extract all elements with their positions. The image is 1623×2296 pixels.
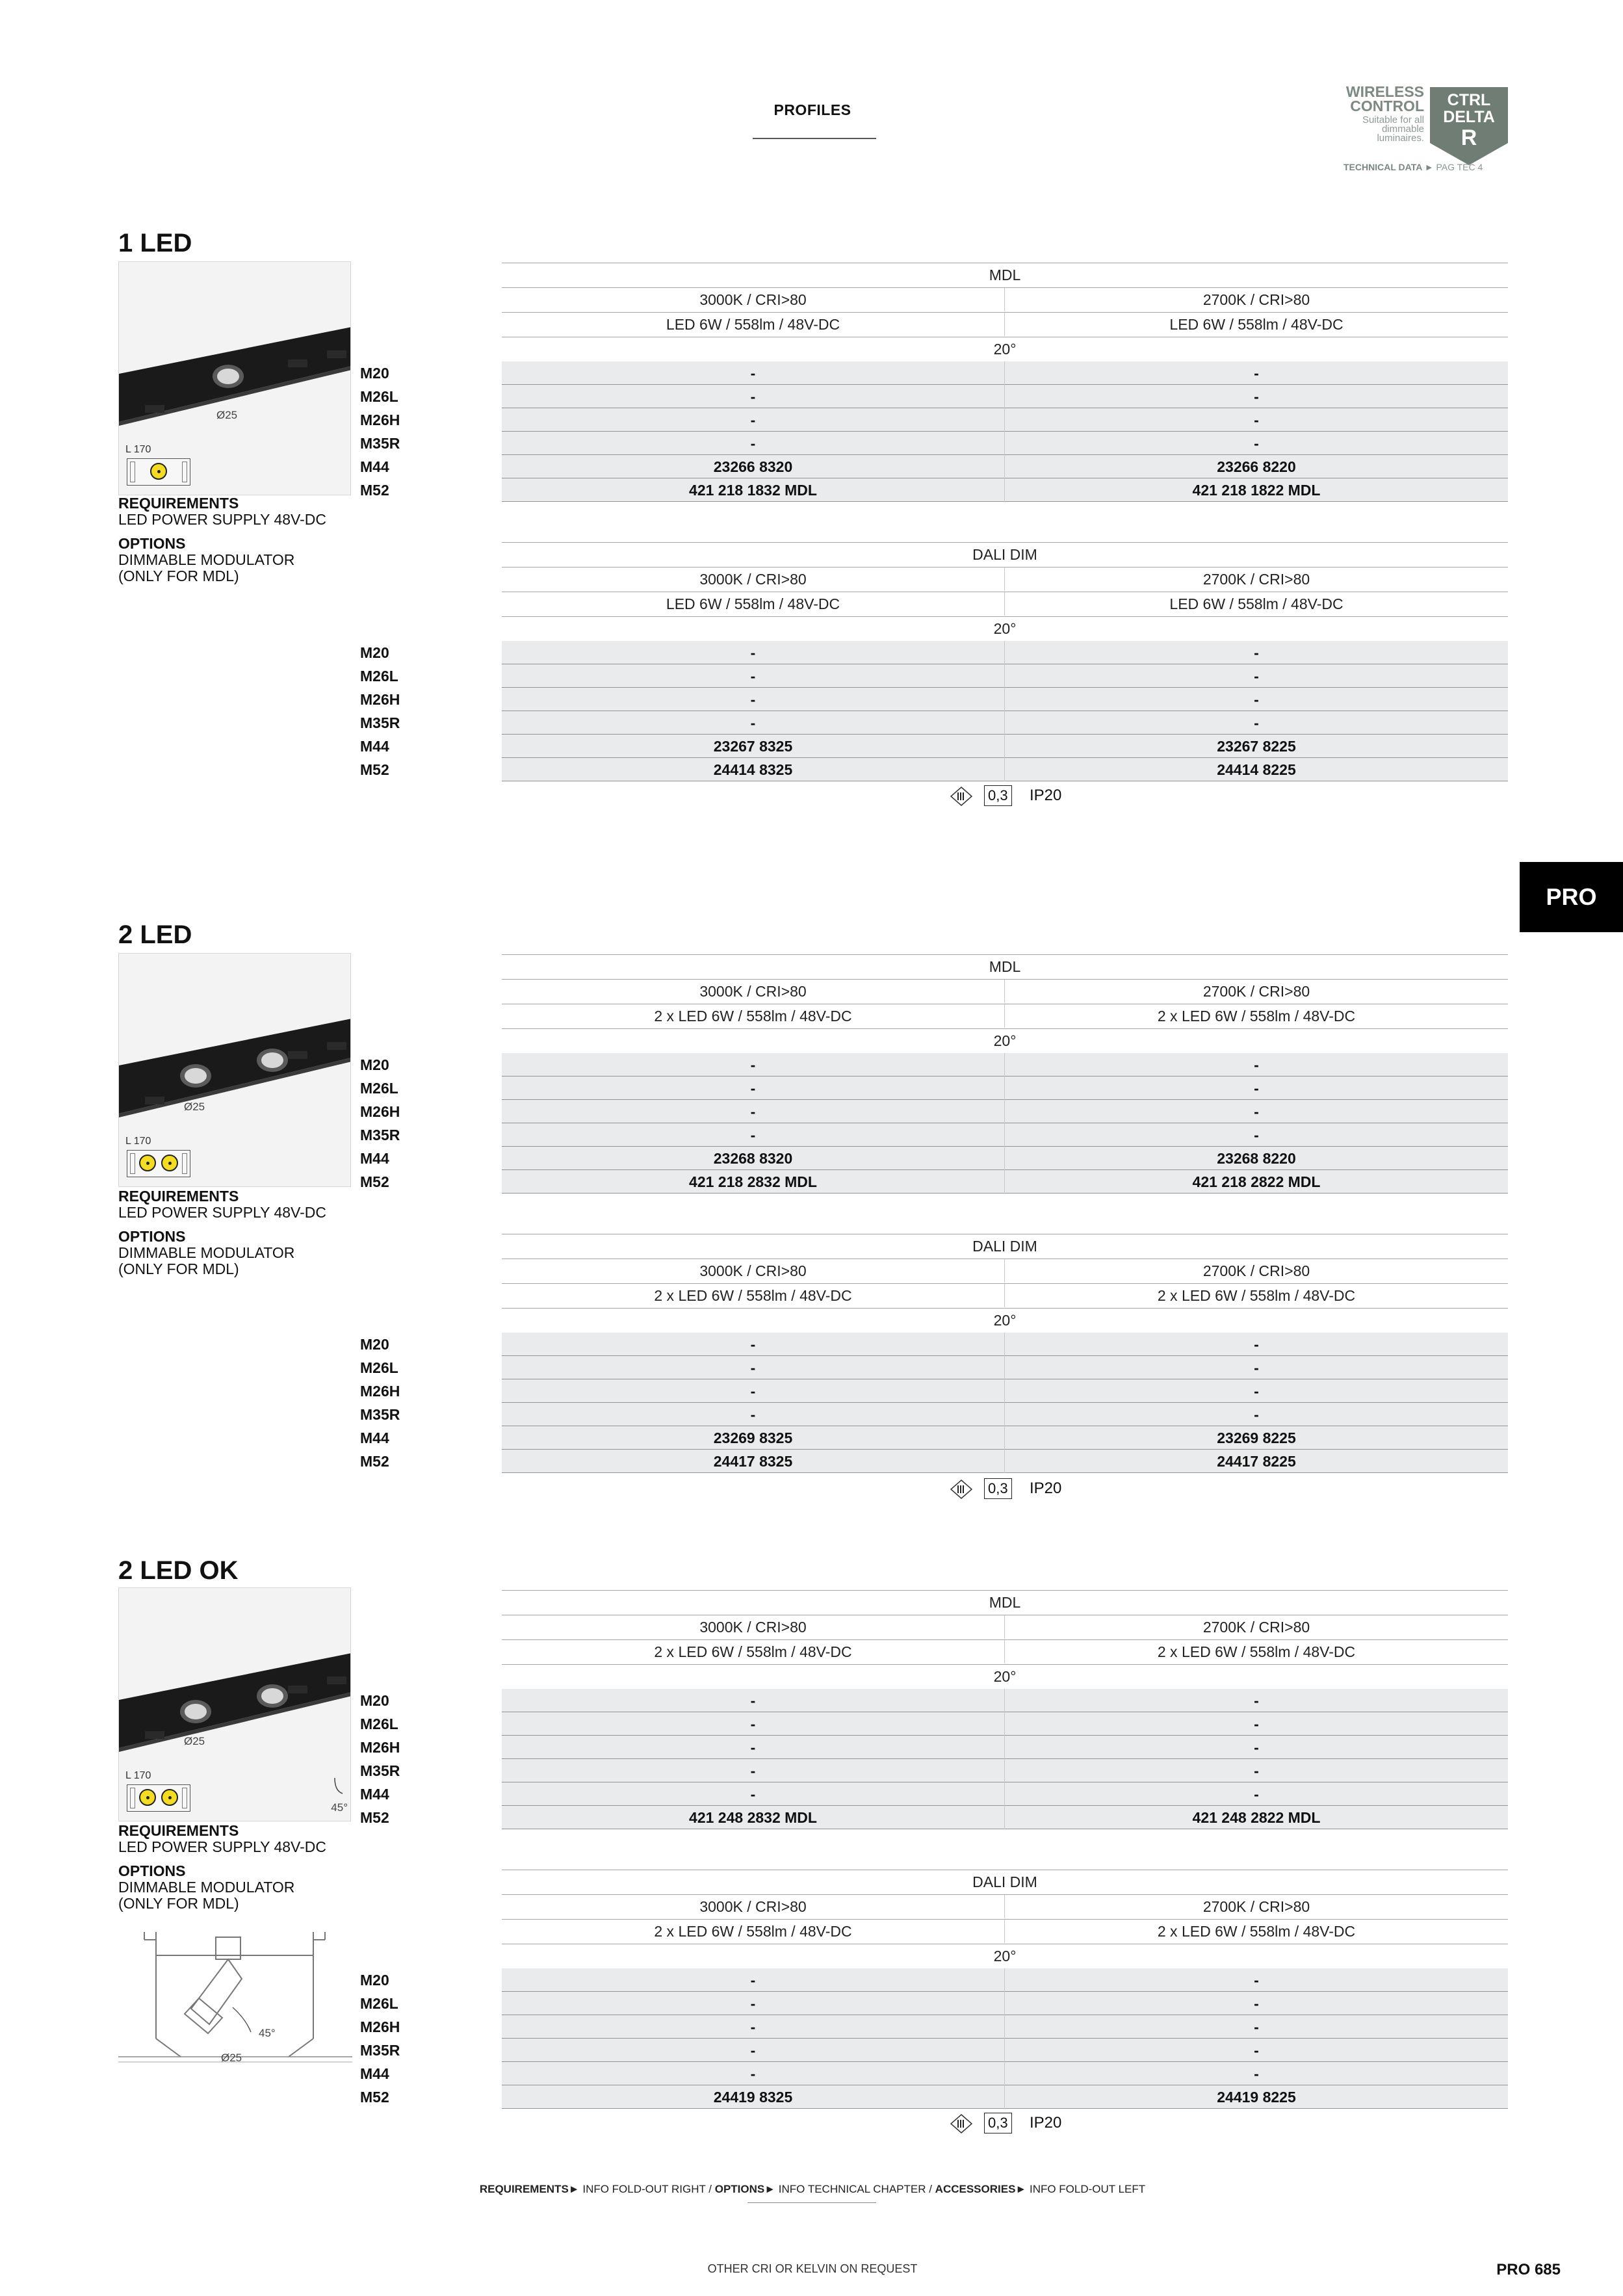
requirements-heading: REQUIREMENTS <box>118 495 239 512</box>
shield-text-1: CTRL <box>1447 91 1491 109</box>
profile-code: M26L <box>360 1359 398 1376</box>
technical-data-link[interactable] <box>1344 162 1483 172</box>
table-row <box>356 1123 1508 1147</box>
table-row <box>356 1379 1508 1403</box>
color-temp-3000k: 3000K / CRI>80 <box>502 1615 1005 1639</box>
profile-code: M44 <box>360 2065 389 2082</box>
profile-code: M26L <box>360 1995 398 2012</box>
article-code-2700k: - <box>1254 1383 1259 1400</box>
diameter-label: Ø25 <box>184 1101 205 1113</box>
led-bar-icon <box>127 1784 190 1812</box>
mdl-header-variant-name <box>502 1590 1508 1615</box>
mdl-table <box>356 263 1508 502</box>
article-code-3000k: 421 218 1832 MDL <box>502 478 1005 502</box>
table-row <box>356 1759 1508 1782</box>
footer-info-line <box>325 2183 1300 2196</box>
table-row <box>356 1170 1508 1194</box>
section-title: 1 LED <box>118 229 192 257</box>
profile-code: M26H <box>360 691 400 708</box>
profile-code: M44 <box>360 738 389 755</box>
product-image <box>118 1587 351 1821</box>
article-code-3000k: 23269 8325 <box>502 1426 1005 1450</box>
article-code-3000k: - <box>502 1053 1005 1076</box>
requirements-text: LED POWER SUPPLY 48V-DC <box>118 1204 326 1221</box>
article-code-2700k: - <box>1254 668 1259 685</box>
article-code-2700k: - <box>1254 1739 1259 1756</box>
profile-code: M26L <box>360 668 398 685</box>
variant-name-cell: DALI DIM <box>972 1873 1037 1890</box>
mdl-header-power <box>502 1004 1508 1028</box>
dali-header-beam-angle <box>502 1944 1508 1968</box>
bar-end <box>130 462 135 482</box>
wireless-control-badge <box>1340 83 1509 184</box>
table-row <box>356 361 1508 385</box>
article-code-3000k: - <box>502 1736 1005 1759</box>
table-row <box>356 478 1508 502</box>
table-row <box>356 1736 1508 1759</box>
options-text-2: (ONLY FOR MDL) <box>118 567 239 584</box>
led-dot-icon <box>150 463 167 480</box>
technical-data-label: TECHNICAL DATA ► <box>1344 162 1434 172</box>
drawing-diameter-label: Ø25 <box>221 2052 242 2064</box>
badge-line-1: WIRELESS <box>1345 83 1424 100</box>
power-3000k: LED 6W / 558lm / 48V-DC <box>502 313 1005 336</box>
profile-code: M26H <box>360 2018 400 2035</box>
profile-code: M44 <box>360 1429 389 1446</box>
profile-code: M35R <box>360 714 400 731</box>
profile-code: M35R <box>360 1406 400 1423</box>
profile-code: M26H <box>360 1739 400 1756</box>
article-code-2700k: - <box>1254 1715 1259 1732</box>
header-underline <box>753 138 876 139</box>
options-heading: OPTIONS <box>118 535 186 552</box>
table-row <box>356 1333 1508 1356</box>
ctrl-delta-shield-icon <box>1429 86 1509 166</box>
table-row <box>356 2062 1508 2085</box>
color-temp-2700k: 2700K / CRI>80 <box>1202 1619 1310 1636</box>
led-dot-icon <box>139 1155 156 1171</box>
ip-rating: IP20 <box>1030 2114 1062 2132</box>
dali-header-color-temp <box>502 1259 1508 1283</box>
product-image <box>118 953 351 1187</box>
article-code-3000k: - <box>502 1403 1005 1426</box>
table-row <box>356 1992 1508 2015</box>
dali-table <box>356 542 1508 781</box>
mdl-header-color-temp <box>502 1615 1508 1639</box>
article-code-3000k: - <box>502 2015 1005 2039</box>
bar-end <box>130 1788 135 1808</box>
article-code-3000k: - <box>502 1356 1005 1379</box>
article-code-3000k: 421 248 2832 MDL <box>502 1806 1005 1829</box>
table-row <box>356 1782 1508 1806</box>
profile-code: M20 <box>360 1972 389 1989</box>
article-code-2700k: - <box>1254 1762 1259 1779</box>
article-code-2700k: - <box>1254 714 1259 731</box>
power-2700k: 2 x LED 6W / 558lm / 48V-DC <box>1157 1643 1356 1660</box>
mdl-header-variant-name <box>502 263 1508 287</box>
footer-note: OTHER CRI OR KELVIN ON REQUEST <box>707 2262 918 2275</box>
article-code-2700k: - <box>1254 1995 1259 2012</box>
profile-code: M20 <box>360 1336 389 1353</box>
ip-rating: IP20 <box>1030 787 1062 804</box>
diameter-label: Ø25 <box>216 409 238 421</box>
footer-options-text: ► INFO TECHNICAL CHAPTER / <box>764 2183 935 2195</box>
tilt-arrow-icon <box>332 1777 345 1796</box>
article-code-3000k: - <box>502 2062 1005 2085</box>
article-code-2700k: 421 248 2822 MDL <box>1192 1809 1321 1826</box>
article-code-3000k: - <box>502 361 1005 385</box>
article-code-2700k: 24419 8225 <box>1217 2089 1296 2106</box>
table-row <box>356 2085 1508 2109</box>
article-code-2700k: 23267 8225 <box>1217 738 1296 755</box>
table-row <box>356 1100 1508 1123</box>
article-code-3000k: - <box>502 1689 1005 1712</box>
color-temp-3000k: 3000K / CRI>80 <box>502 1259 1005 1283</box>
table-row <box>356 664 1508 688</box>
article-code-2700k: 24414 8225 <box>1217 761 1296 778</box>
requirements-text: LED POWER SUPPLY 48V-DC <box>118 511 326 528</box>
table-row <box>356 1356 1508 1379</box>
article-code-3000k: - <box>502 1076 1005 1100</box>
product-image <box>118 261 351 495</box>
power-2700k: 2 x LED 6W / 558lm / 48V-DC <box>1157 1923 1356 1940</box>
article-code-2700k: - <box>1254 1336 1259 1353</box>
article-code-3000k: - <box>502 2039 1005 2062</box>
power-3000k: 2 x LED 6W / 558lm / 48V-DC <box>502 1004 1005 1028</box>
color-temp-2700k: 2700K / CRI>80 <box>1202 291 1310 308</box>
variant-name-cell: MDL <box>989 958 1021 975</box>
profile-code: M20 <box>360 1692 389 1709</box>
mdl-header-power <box>502 312 1508 337</box>
table-row <box>356 455 1508 478</box>
color-temp-2700k: 2700K / CRI>80 <box>1202 1898 1310 1915</box>
article-code-2700k: - <box>1254 2018 1259 2035</box>
ip-rating: IP20 <box>1030 1480 1062 1497</box>
article-code-2700k: - <box>1254 1080 1259 1097</box>
power-2700k: LED 6W / 558lm / 48V-DC <box>1169 316 1344 333</box>
profile-code: M35R <box>360 1127 400 1143</box>
beam-angle-cell: 20° <box>993 1312 1017 1329</box>
requirements-text: LED POWER SUPPLY 48V-DC <box>118 1838 326 1855</box>
power-2700k: LED 6W / 558lm / 48V-DC <box>1169 595 1344 612</box>
dali-header-power <box>502 1283 1508 1308</box>
badge-wireless-text <box>1346 85 1424 113</box>
table-row <box>356 641 1508 664</box>
profile-code: M52 <box>360 482 389 499</box>
article-code-3000k: - <box>502 1782 1005 1806</box>
table-row <box>356 1968 1508 1992</box>
table-row <box>356 2015 1508 2039</box>
beam-angle-cell: 20° <box>993 620 1017 637</box>
article-code-3000k: 23266 8320 <box>502 455 1005 478</box>
tilt-angle-label: 45° <box>331 1801 348 1814</box>
article-code-3000k: - <box>502 408 1005 432</box>
options-heading: OPTIONS <box>118 1862 186 1879</box>
article-code-2700k: 24417 8225 <box>1217 1453 1296 1470</box>
article-code-2700k: 23266 8220 <box>1217 458 1296 475</box>
options-heading: OPTIONS <box>118 1228 186 1245</box>
mdl-header-beam-angle <box>502 1664 1508 1689</box>
footer-accessories-label: ACCESSORIES <box>935 2183 1016 2195</box>
article-code-2700k: - <box>1254 1056 1259 1073</box>
specs-icons <box>950 2113 1093 2135</box>
dali-header-power <box>502 592 1508 616</box>
table-row <box>356 711 1508 735</box>
article-code-3000k: - <box>502 1379 1005 1403</box>
bar-end <box>130 1153 135 1174</box>
article-code-3000k: - <box>502 1123 1005 1147</box>
color-temp-3000k: 3000K / CRI>80 <box>502 567 1005 591</box>
table-row <box>356 1147 1508 1170</box>
footer-requirements-text: ► INFO FOLD-OUT RIGHT / <box>568 2183 715 2195</box>
dali-header-beam-angle <box>502 1308 1508 1333</box>
article-code-2700k: - <box>1254 2042 1259 2059</box>
section-title: 2 LED <box>118 920 192 949</box>
class-iii-icon <box>950 1480 972 1499</box>
mdl-table <box>356 954 1508 1194</box>
page-number: PRO 685 <box>1496 2261 1561 2278</box>
mdl-header-color-temp <box>502 979 1508 1004</box>
led-dot-icon <box>139 1789 156 1806</box>
profile-code: M26L <box>360 1080 398 1097</box>
dali-header-color-temp <box>502 567 1508 592</box>
class-iii-icon <box>950 787 972 806</box>
article-code-3000k: - <box>502 1100 1005 1123</box>
beam-angle-cell: 20° <box>993 341 1017 358</box>
article-code-2700k: - <box>1254 1103 1259 1120</box>
article-code-2700k: 23269 8225 <box>1217 1429 1296 1446</box>
article-code-2700k: - <box>1254 388 1259 405</box>
requirements-options-block <box>118 495 333 584</box>
color-temp-2700k: 2700K / CRI>80 <box>1202 983 1310 1000</box>
profile-code: M26H <box>360 1103 400 1120</box>
dali-header-power <box>502 1919 1508 1944</box>
color-temp-3000k: 3000K / CRI>80 <box>502 288 1005 311</box>
power-2700k: 2 x LED 6W / 558lm / 48V-DC <box>1157 1008 1356 1024</box>
profile-code: M26H <box>360 1383 400 1400</box>
options-text-1: DIMMABLE MODULATOR <box>118 1244 295 1261</box>
profile-code: M26L <box>360 1715 398 1732</box>
article-code-3000k: 23267 8325 <box>502 735 1005 758</box>
shield-text-3: R <box>1461 125 1477 150</box>
section-title: 2 LED OK <box>118 1556 239 1585</box>
table-row <box>356 1053 1508 1076</box>
led-bar-icon <box>127 458 190 486</box>
mdl-header-power <box>502 1639 1508 1664</box>
side-tab-pro[interactable]: PRO <box>1520 862 1623 932</box>
footer-divider <box>747 2202 876 2203</box>
variant-name-cell: DALI DIM <box>972 1238 1037 1255</box>
variant-name-cell: DALI DIM <box>972 546 1037 563</box>
article-code-2700k: 421 218 1822 MDL <box>1192 482 1321 499</box>
profile-section-drawing-icon <box>118 1929 352 2066</box>
distance-box: 0,3 <box>984 785 1012 806</box>
article-code-3000k: 23268 8320 <box>502 1147 1005 1170</box>
dali-header-color-temp <box>502 1894 1508 1919</box>
table-row <box>356 408 1508 432</box>
table-row <box>356 1689 1508 1712</box>
profile-code: M52 <box>360 1809 389 1826</box>
article-code-2700k: - <box>1254 1127 1259 1143</box>
article-code-2700k: - <box>1254 435 1259 452</box>
article-code-3000k: - <box>502 1968 1005 1992</box>
options-text-1: DIMMABLE MODULATOR <box>118 551 295 568</box>
profile-code: M26H <box>360 411 400 428</box>
variant-name-cell: MDL <box>989 1594 1021 1611</box>
article-code-2700k: - <box>1254 1406 1259 1423</box>
article-code-3000k: - <box>502 1333 1005 1356</box>
dali-header-variant-name <box>502 1870 1508 1894</box>
mdl-header-beam-angle <box>502 1028 1508 1053</box>
options-text-2: (ONLY FOR MDL) <box>118 1895 239 1912</box>
technical-data-page: PAG TEC 4 <box>1436 162 1483 172</box>
led-dot-icon <box>161 1155 178 1171</box>
article-code-3000k: - <box>502 1759 1005 1782</box>
distance-box: 0,3 <box>984 1478 1012 1499</box>
article-code-3000k: 24414 8325 <box>502 758 1005 781</box>
article-code-3000k: 24419 8325 <box>502 2085 1005 2109</box>
beam-angle-cell: 20° <box>993 1668 1017 1685</box>
power-3000k: 2 x LED 6W / 558lm / 48V-DC <box>502 1640 1005 1663</box>
footer-options-label: OPTIONS <box>714 2183 765 2195</box>
profile-code: M20 <box>360 1056 389 1073</box>
article-code-2700k: 23268 8220 <box>1217 1150 1296 1167</box>
requirements-heading: REQUIREMENTS <box>118 1822 239 1839</box>
article-code-3000k: - <box>502 664 1005 688</box>
article-code-2700k: - <box>1254 365 1259 382</box>
article-code-2700k: - <box>1254 644 1259 661</box>
profile-code: M44 <box>360 458 389 475</box>
color-temp-2700k: 2700K / CRI>80 <box>1202 571 1310 588</box>
requirements-options-block <box>118 1823 333 1912</box>
options-text-1: DIMMABLE MODULATOR <box>118 1879 295 1896</box>
profile-code: M35R <box>360 1762 400 1779</box>
dali-header-beam-angle <box>502 616 1508 641</box>
dali-header-variant-name <box>502 542 1508 567</box>
table-row <box>356 758 1508 781</box>
beam-angle-cell: 20° <box>993 1948 1017 1964</box>
mdl-header-color-temp <box>502 287 1508 312</box>
specs-icons <box>950 785 1093 807</box>
profile-code: M44 <box>360 1150 389 1167</box>
profile-code: M20 <box>360 644 389 661</box>
article-code-3000k: - <box>502 1712 1005 1736</box>
variant-name-cell: MDL <box>989 267 1021 283</box>
led-dot-icon <box>161 1789 178 1806</box>
power-2700k: 2 x LED 6W / 558lm / 48V-DC <box>1157 1287 1356 1304</box>
profile-code: M52 <box>360 2089 389 2106</box>
specs-icons <box>950 1478 1093 1500</box>
profile-code: M26L <box>360 388 398 405</box>
dali-table <box>356 1870 1508 2109</box>
profile-code: M52 <box>360 1173 389 1190</box>
badge-suitable-text: Suitable for all dimmable luminaires. <box>1362 114 1424 144</box>
diameter-label: Ø25 <box>184 1735 205 1747</box>
article-code-3000k: - <box>502 1992 1005 2015</box>
distance-box: 0,3 <box>984 2113 1012 2133</box>
table-row <box>356 432 1508 455</box>
article-code-2700k: - <box>1254 1692 1259 1709</box>
article-code-2700k: - <box>1254 1972 1259 1989</box>
article-code-2700k: - <box>1254 691 1259 708</box>
footer-accessories-text: ► INFO FOLD-OUT LEFT <box>1015 2183 1146 2195</box>
profile-code: M52 <box>360 1453 389 1470</box>
article-code-2700k: - <box>1254 2065 1259 2082</box>
beam-angle-cell: 20° <box>993 1032 1017 1049</box>
length-label: L 170 <box>125 1136 151 1147</box>
table-row <box>356 1426 1508 1450</box>
article-code-2700k: - <box>1254 1359 1259 1376</box>
article-code-2700k: - <box>1254 411 1259 428</box>
article-code-3000k: - <box>502 432 1005 455</box>
footer-requirements-label: REQUIREMENTS <box>479 2183 569 2195</box>
article-code-3000k: - <box>502 711 1005 735</box>
profile-code: M44 <box>360 1786 389 1803</box>
color-temp-2700k: 2700K / CRI>80 <box>1202 1262 1310 1279</box>
power-3000k: LED 6W / 558lm / 48V-DC <box>502 592 1005 616</box>
article-code-2700k: - <box>1254 1786 1259 1803</box>
dali-table <box>356 1234 1508 1473</box>
power-3000k: 2 x LED 6W / 558lm / 48V-DC <box>502 1284 1005 1307</box>
article-code-2700k: 421 218 2822 MDL <box>1192 1173 1321 1190</box>
requirements-options-block <box>118 1188 333 1277</box>
mdl-header-variant-name <box>502 954 1508 979</box>
article-code-3000k: 421 218 2832 MDL <box>502 1170 1005 1194</box>
drawing-angle-label: 45° <box>259 2027 276 2039</box>
page-header-title: PROFILES <box>773 101 851 118</box>
color-temp-3000k: 3000K / CRI>80 <box>502 1895 1005 1918</box>
led-bar-icon <box>127 1150 190 1177</box>
table-row <box>356 1806 1508 1829</box>
article-code-3000k: - <box>502 385 1005 408</box>
table-row <box>356 1076 1508 1100</box>
article-code-3000k: - <box>502 688 1005 711</box>
profile-code: M20 <box>360 365 389 382</box>
table-row <box>356 1403 1508 1426</box>
bar-end <box>182 1153 187 1174</box>
table-row <box>356 688 1508 711</box>
options-text-2: (ONLY FOR MDL) <box>118 1260 239 1277</box>
mdl-header-beam-angle <box>502 337 1508 361</box>
mdl-table <box>356 1590 1508 1829</box>
profile-code: M35R <box>360 2042 400 2059</box>
color-temp-3000k: 3000K / CRI>80 <box>502 980 1005 1003</box>
length-label: L 170 <box>125 1770 151 1781</box>
article-code-3000k: - <box>502 641 1005 664</box>
power-3000k: 2 x LED 6W / 558lm / 48V-DC <box>502 1920 1005 1943</box>
table-row <box>356 735 1508 758</box>
badge-line-2: CONTROL <box>1350 98 1424 114</box>
dali-header-variant-name <box>502 1234 1508 1259</box>
bar-end <box>182 1788 187 1808</box>
bar-end <box>182 462 187 482</box>
length-label: L 170 <box>125 444 151 455</box>
table-row <box>356 1450 1508 1473</box>
profile-code: M35R <box>360 435 400 452</box>
article-code-3000k: 24417 8325 <box>502 1450 1005 1473</box>
requirements-heading: REQUIREMENTS <box>118 1188 239 1205</box>
table-row <box>356 385 1508 408</box>
table-row <box>356 2039 1508 2062</box>
shield-text-2: DELTA <box>1443 108 1495 126</box>
table-row <box>356 1712 1508 1736</box>
profile-code: M52 <box>360 761 389 778</box>
class-iii-icon <box>950 2114 972 2133</box>
